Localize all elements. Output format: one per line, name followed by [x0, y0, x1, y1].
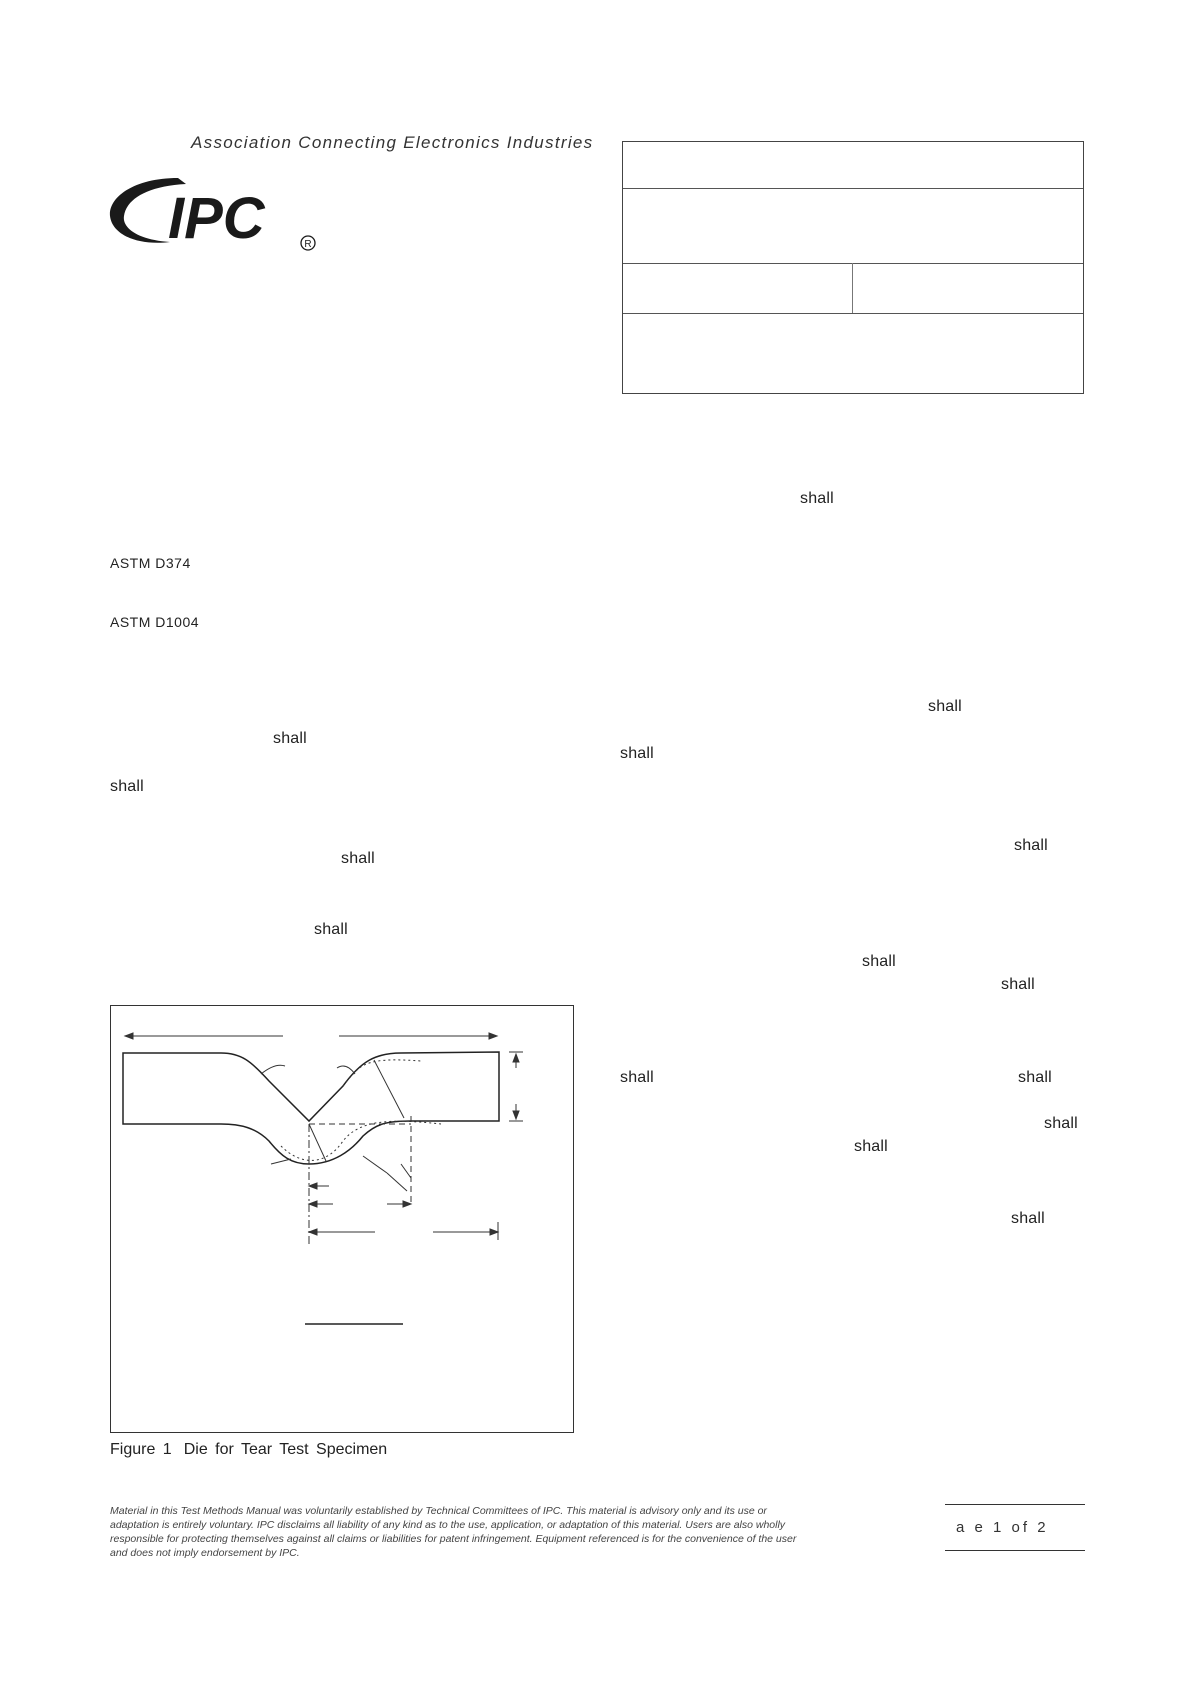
keyword-shall: shall — [110, 778, 144, 795]
keyword-shall: shall — [1001, 976, 1035, 993]
keyword-shall: shall — [620, 745, 654, 762]
keyword-shall: shall — [1018, 1069, 1052, 1086]
reference-astm-d374: ASTM D374 — [110, 555, 191, 571]
association-tagline: Association Connecting Electronics Industries — [191, 133, 594, 152]
keyword-shall: shall — [862, 953, 896, 970]
die-drawing — [111, 1006, 575, 1434]
keyword-shall: shall — [854, 1138, 888, 1155]
document-info-box — [622, 141, 1084, 394]
keyword-shall: shall — [341, 850, 375, 867]
keyword-shall: shall — [620, 1069, 654, 1086]
footer-disclaimer: Material in this Test Methods Manual was voluntarily established by Technical Committees of IPC. This material is advisory only and its use or adaptation is entirely voluntary. IPC disclaims all liability of any kind as to the use, application, or adaptation of this material. Users are also wholly responsible for protecting themselves against all claims or liabilities for patent infringement. Equipment referenced is for the convenience of the user and does not imply endorsement by IPC. — [110, 1505, 797, 1559]
figure-caption — [110, 1441, 387, 1459]
page-number-bottom-rule — [945, 1550, 1085, 1551]
reference-astm-d1004: ASTM D1004 — [110, 614, 200, 630]
info-box-divider — [623, 263, 1083, 264]
info-box-vertical-divider — [852, 263, 853, 313]
ipc-logo — [108, 176, 323, 256]
info-box-divider — [623, 188, 1083, 189]
keyword-shall: shall — [1011, 1210, 1045, 1227]
keyword-shall: shall — [314, 921, 348, 938]
keyword-shall: shall — [800, 490, 834, 507]
keyword-shall: shall — [1014, 837, 1048, 854]
svg-text:R: R — [304, 239, 312, 250]
keyword-shall: shall — [273, 730, 307, 747]
page-number: a e 1 of 2 — [956, 1519, 1049, 1536]
logo-text: IPC — [168, 186, 265, 251]
figure-number: Figure 1 — [110, 1441, 172, 1458]
figure-1-box — [110, 1005, 574, 1433]
figure-title: Die for Tear Test Specimen — [183, 1441, 388, 1458]
page-number-top-rule — [945, 1504, 1085, 1505]
info-box-divider — [623, 313, 1083, 314]
keyword-shall: shall — [928, 698, 962, 715]
keyword-shall: shall — [1044, 1115, 1078, 1132]
